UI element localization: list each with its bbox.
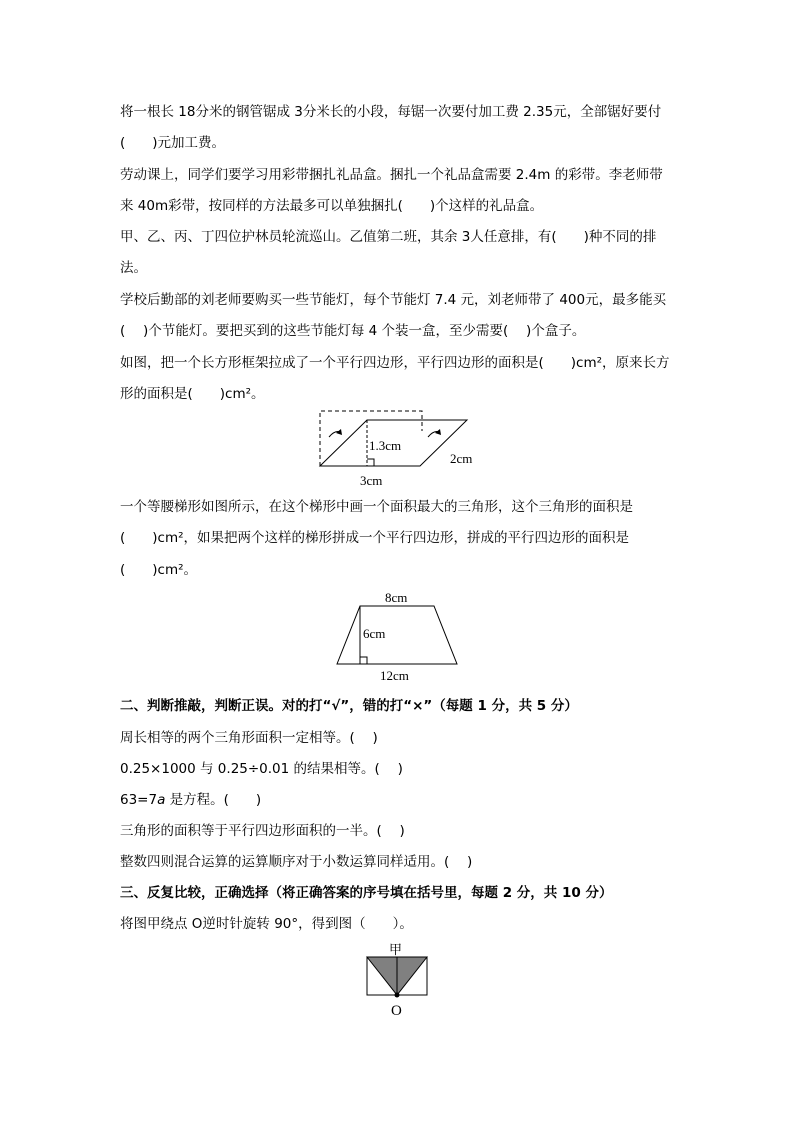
q-trapezoid-line1: 一个等腰梯形如图所示，在这个梯形中画一个面积最大的三角形，这个三角形的面积是 — [120, 499, 633, 515]
section2-item-1: 周长相等的两个三角形面积一定相等。( ) — [120, 730, 378, 746]
parallelogram-side-label: 2cm — [450, 451, 473, 466]
section2-item-4: 三角形的面积等于平行四边形面积的一半。( ) — [120, 823, 405, 839]
q-trapezoid-line2: ( )cm²，如果把两个这样的梯形拼成一个平行四边形，拼成的平行四边形的面积是 — [120, 530, 630, 546]
parallelogram-height-label: 1.3cm — [369, 438, 402, 453]
trapezoid-figure — [330, 588, 465, 683]
q-patrol-line2: 法。 — [120, 260, 147, 276]
q-lamps-line2: ( )个节能灯。要把买到的这些节能灯每 4 个装一盒，至少需要( )个盒子。 — [120, 323, 586, 339]
trapezoid-top-label: 8cm — [385, 590, 408, 605]
q-lamps-line1: 学校后勤部的刘老师要购买一些节能灯，每个节能灯 7.4 元，刘老师带了 400元，最多能买 — [120, 292, 667, 308]
section2-item-3 — [120, 791, 261, 809]
figure-jia-label: 甲 — [389, 943, 403, 958]
trapezoid-shape — [337, 606, 457, 664]
left-shaded-triangle — [367, 957, 397, 995]
section3-heading: 三、反复比较，正确选择（将正确答案的序号填在括号里，每题 2 分，共 10 分） — [120, 885, 613, 901]
section2-item-2: 0.25×1000 与 0.25÷0.01 的结果相等。( ) — [120, 761, 403, 777]
q-saw-line1: 将一根长 18分米的钢管锯成 3分米长的小段，每锯一次要付加工费 2.35元，全部锯好要付 — [120, 104, 662, 120]
q-ribbon-line1: 劳动课上，同学们要学习用彩带捆扎礼品盒。捆扎一个礼品盒需要 2.4m 的彩带。李老师带 — [120, 167, 663, 183]
parallelogram-figure — [300, 405, 485, 490]
q-parallelogram-line2: 形的面积是( )cm²。 — [120, 386, 265, 402]
section2-item-5: 整数四则混合运算的运算顺序对于小数运算同样适用。( ) — [120, 854, 473, 870]
trapezoid-bottom-label: 12cm — [380, 668, 409, 683]
parallelogram-base-label: 3cm — [360, 473, 383, 488]
section3-question-1: 将图甲绕点 O逆时针旋转 90°，得到图（ ）。 — [120, 916, 413, 932]
point-o-label: O — [391, 1003, 402, 1019]
section2-item-3-var: a — [157, 792, 166, 808]
trapezoid-height-label: 6cm — [363, 626, 386, 641]
section2-item-3-tail: 是方程。( ) — [165, 792, 262, 808]
right-shaded-triangle — [397, 957, 427, 995]
section2-heading: 二、判断推敲，判断正误。对的打“√”，错的打“×”（每题 1 分，共 5 分） — [120, 698, 578, 714]
q-ribbon-line2: 来 40m彩带，按同样的方法最多可以单独捆扎( )个这样的礼品盒。 — [120, 198, 544, 214]
right-angle-mark — [360, 657, 367, 664]
q-patrol-line1: 甲、乙、丙、丁四位护林员轮流巡山。乙值第二班，其余 3人任意排，有( )种不同的排 — [120, 229, 657, 245]
q-saw-line2: ( )元加工费。 — [120, 135, 226, 151]
section2-item-3-text: 63=7 — [120, 792, 158, 808]
rotation-figure-jia — [360, 940, 435, 1020]
right-angle-mark — [367, 459, 374, 466]
q-trapezoid-line3: ( )cm²。 — [120, 562, 198, 578]
q-parallelogram-line1: 如图，把一个长方形框架拉成了一个平行四边形，平行四边形的面积是( )cm²，原来长方 — [120, 355, 670, 371]
rotation-point-o — [395, 993, 400, 998]
